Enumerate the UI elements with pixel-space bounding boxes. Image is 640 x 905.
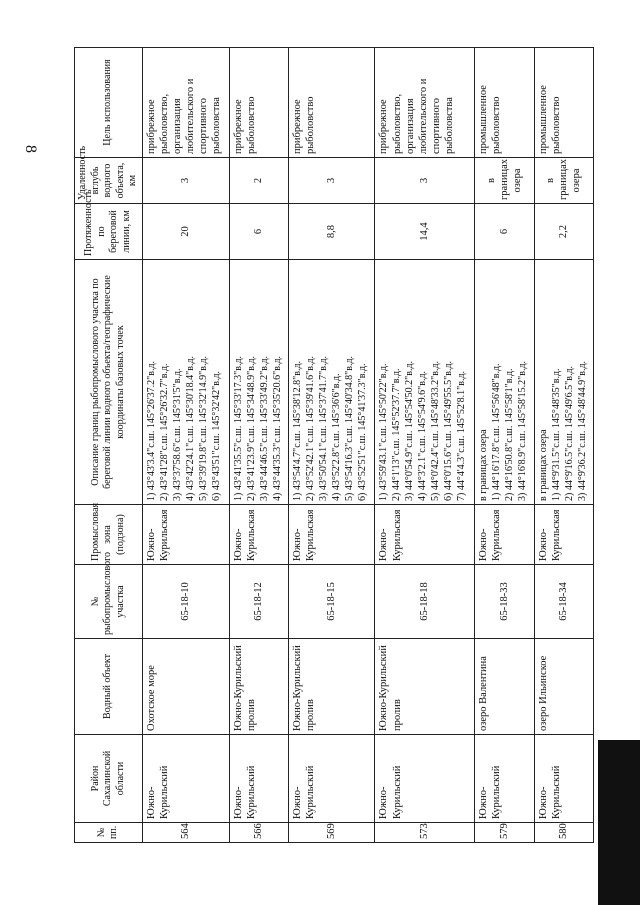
coordinate-line: 4) 43°42'24.1"с.ш. 145°30'18.4"в.д. [184,355,196,501]
cell-water: Южно-Курильский пролив [375,639,475,735]
coordinate-line: 4) 44°3'2.1"с.ш. 145°54'9.6"в.д. [417,370,429,501]
coordinate-line: 1) 43°43'3.4"с.ш. 145°26'37.2"в.д. [145,360,157,501]
table-row [289,48,375,843]
cell-plot: 65-18-12 [229,565,288,639]
cell-plot: 65-18-15 [289,565,375,639]
header-zone: Промысловая зона (подзона) [75,505,143,565]
cell-depth: в границах озера [534,158,593,204]
table-row [142,48,229,843]
cell-num: 566 [229,823,288,843]
coordinate-line: 1) 44°16'17.8"с.ш. 145°56'48"в.д. [491,363,503,501]
cell-zone: Южно-Курильская [229,505,288,565]
cell-coords [229,260,288,505]
coordinate-line: 4) 43°52'2.8"с.ш. 145°36'6"в.д. [331,373,342,501]
cell-coords [475,260,534,505]
cell-num: 579 [475,823,534,843]
header-length: Протяженность по береговой линии, км [75,204,143,260]
header-water: Водный объект [75,639,143,735]
coordinate-line: 1) 44°9'31.5"с.ш. 145°48'35"в.д. [550,368,562,501]
cell-coords [142,260,229,505]
cell-depth: 3 [289,158,375,204]
cell-zone: Южно-Курильская [289,505,375,565]
header-purpose: Цель использования [75,48,143,158]
coordinate-line: 3) 43°44'46.5"с.ш. 145°33'49.2"в.д. [258,355,270,501]
header-coords: Описание границ рыбопромыслового участка по береговой линии водного объекта/географические координаты базовых точек [75,260,143,505]
coordinate-line: в границах озера [537,429,549,501]
cell-length: 14,4 [375,204,475,260]
fishing-plots-table [74,47,594,843]
cell-district: Южно-Курильский [142,735,229,823]
scan-edge-bar [598,740,640,905]
coordinate-line: 4) 43°44'35.3"с.ш. 145°35'20.6"в.д. [271,355,283,501]
cell-num: 580 [534,823,593,843]
coordinate-line: 5) 43°39'19.8"с.ш. 145°32'14.9"в.д. [197,355,209,501]
header-num: № пп. [75,823,143,843]
cell-purpose: прибрежное рыболовство, организация любительского и спортивного рыболовства [142,48,229,158]
coordinate-line: в границах озера [478,429,490,501]
cell-coords [375,260,475,505]
coordinate-line: 2) 43°41'23.9"с.ш. 145°34'48.9"в.д. [245,355,257,501]
cell-water: Южно-Курильский пролив [229,639,288,735]
cell-purpose: прибрежное рыболовство [289,48,375,158]
cell-water: Охотское море [142,639,229,735]
table-row [229,48,288,843]
cell-district: Южно-Курильский [375,735,475,823]
cell-coords [289,260,375,505]
cell-length: 6 [475,204,534,260]
header-plot: № рыбопромыслового участка [75,565,143,639]
coordinate-line: 2) 43°52'42.1"с.ш. 145°39'41.6"в.д. [305,355,316,501]
table-row [534,48,593,843]
cell-district: Южно-Курильский [289,735,375,823]
table-row [475,48,534,843]
coordinate-line: 6) 44°0'15.6"с.ш. 145°49'55.5"в.д. [443,360,455,501]
coordinate-line: 2) 44°1'13"с.ш. 145°52'37.7"в.д. [391,368,403,501]
header-depth: Удаленность вглубь водного объекта, км [75,158,143,204]
cell-length: 8,8 [289,204,375,260]
cell-zone: Южно-Курильская [375,505,475,565]
cell-num: 564 [142,823,229,843]
coordinate-line: 6) 43°52'51"с.ш. 145°41'37.3"в.д. [357,363,368,501]
cell-plot: 65-18-18 [375,565,475,639]
cell-depth: 3 [375,158,475,204]
cell-district: Южно-Курильский [475,735,534,823]
cell-length: 20 [142,204,229,260]
cell-depth: 2 [229,158,288,204]
table-header-row [75,48,143,843]
cell-purpose: промышленное рыболовство [534,48,593,158]
rotated-table-container [74,48,594,843]
cell-plot: 65-18-34 [534,565,593,639]
cell-zone: Южно-Курильская [142,505,229,565]
coordinate-line: 6) 43°43'51"с.ш. 145°32'42"в.д. [210,370,222,501]
cell-num: 569 [289,823,375,843]
page-number: 8 [22,145,39,153]
header-district: Район Сахалинской области [75,735,143,823]
coordinate-line: 3) 43°37'58.6"с.ш. 145°31'5"в.д. [171,368,183,501]
coordinate-line: 5) 44°0'42.4"с.ш. 145°48'33.2"в.д. [430,360,442,501]
cell-purpose: прибрежное рыболовство, организация любительского и спортивного рыболовства [375,48,475,158]
coordinate-line: 1) 43°59'43.1"с.ш. 145°50'22"в.д. [378,363,390,501]
coordinate-line: 3) 44°0'54.9"с.ш. 145°54'50.2"в.д. [404,360,416,501]
cell-num: 573 [375,823,475,843]
coordinate-line: 2) 44°16'50.8"с.ш. 145°58'1"в.д. [504,368,516,501]
cell-plot: 65-18-33 [475,565,534,639]
cell-district: Южно-Курильский [229,735,288,823]
cell-depth: 3 [142,158,229,204]
cell-plot: 65-18-10 [142,565,229,639]
cell-water: Южно-Курильский пролив [289,639,375,735]
cell-zone: Южно-Курильская [475,505,534,565]
cell-length: 6 [229,204,288,260]
coordinate-line: 2) 44°9'16.5"с.ш. 145°49'6.5"в.д. [563,365,575,501]
table-row [375,48,475,843]
coordinate-line: 1) 43°41'35.5"с.ш. 145°33'17.3"в.д. [232,355,244,501]
cell-water: озеро Ильинское [534,639,593,735]
coordinate-line: 3) 43°50'54.1"с.ш. 145°37'41.7"в.д. [318,355,329,501]
cell-purpose: промышленное рыболовство [475,48,534,158]
cell-coords [534,260,593,505]
cell-purpose: прибрежное рыболовство [229,48,288,158]
coordinate-line: 3) 44°16'8.9"с.ш. 145°58'15.2"в.д. [517,360,529,501]
cell-district: Южно-Курильский [534,735,593,823]
cell-zone: Южно-Курильская [534,505,593,565]
cell-water: озеро Валентина [475,639,534,735]
coordinate-line: 2) 43°41'28"с.ш. 145°26'32.7"в.д. [158,363,170,501]
coordinate-line: 7) 44°4'4.3"с.ш. 145°52'8.1"в.д. [456,370,468,501]
cell-length: 2,2 [534,204,593,260]
coordinate-line: 3) 44°9'36.2"с.ш. 145°48'44.9"в.д. [576,360,588,501]
coordinate-line: 5) 43°54'16.3"с.ш. 145°40'34.8"в.д. [344,355,355,501]
coordinate-line: 1) 43°54'4.7"с.ш. 145°38'12.8"в.д. [292,360,303,501]
cell-depth: в границах озера [475,158,534,204]
